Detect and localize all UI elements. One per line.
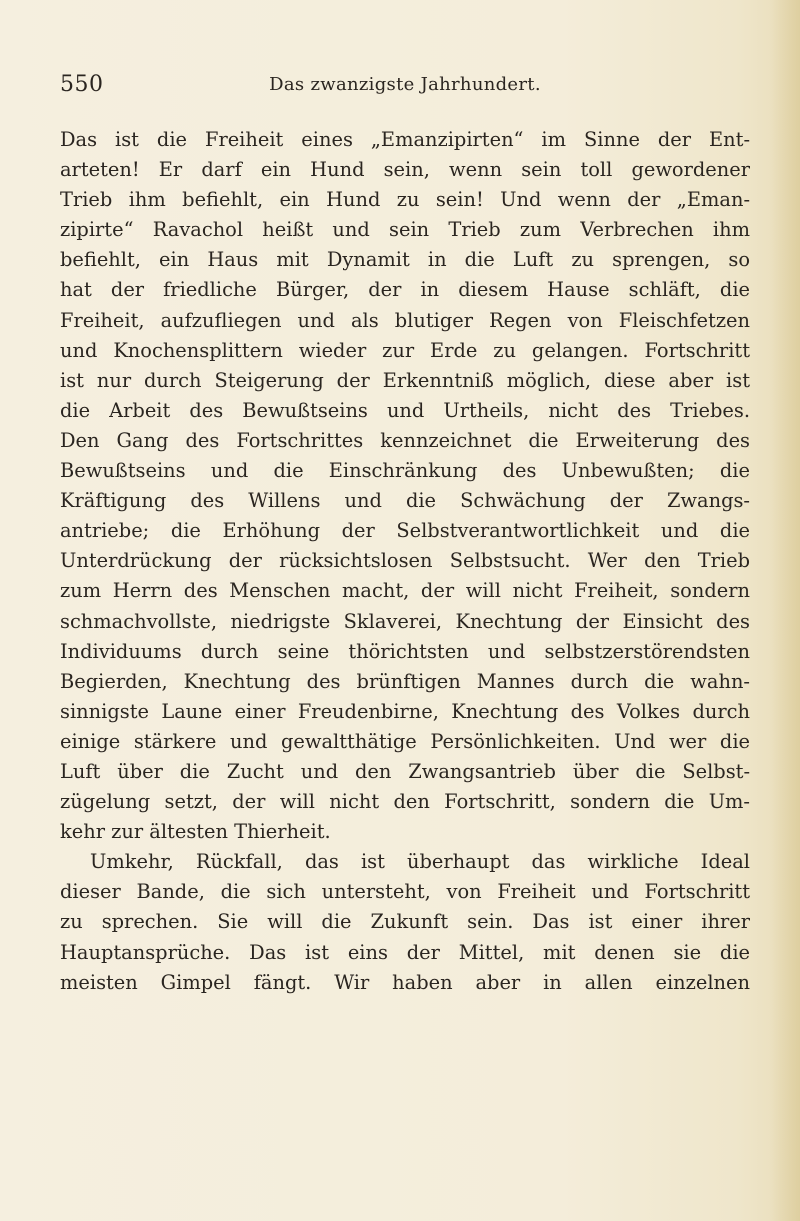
text-line: ist nur durch Steigerung der Erkenntniß möglich, diese aber ist bbox=[60, 368, 750, 392]
text-line: dieser Bande, die sich untersteht, von Freiheit und Fortschritt bbox=[60, 880, 750, 904]
body-text bbox=[60, 125, 750, 998]
text-line: meisten Gimpel fängt. Wir haben aber in allen einzelnen bbox=[60, 970, 750, 994]
text-line: zügelung setzt, der will nicht den Fortschritt, sondern die Um- bbox=[60, 790, 750, 814]
text-line: hat der friedliche Bürger, der in diesem Hause schläft, die bbox=[60, 278, 750, 302]
text-line: Begierden, Knechtung des brünftigen Mannes durch die wahn- bbox=[60, 669, 750, 693]
text-line: sinnigste Laune einer Freudenbirne, Knechtung des Volkes durch bbox=[60, 699, 750, 723]
text-line: die Arbeit des Bewußtseins und Urtheils, nicht des Triebes. bbox=[60, 398, 750, 422]
text-line: schmachvollste, niedrigste Sklaverei, Knechtung der Einsicht des bbox=[60, 609, 750, 633]
text-line: zu sprechen. Sie will die Zukunft sein. Das ist einer ihrer bbox=[60, 910, 750, 934]
text-line: Bewußtseins und die Einschränkung des Unbewußten; die bbox=[60, 459, 750, 483]
text-line: Den Gang des Fortschrittes kennzeichnet die Erweiterung des bbox=[60, 428, 750, 452]
text-line: Kräftigung des Willens und die Schwächung der Zwangs- bbox=[60, 489, 750, 513]
text-line: und Knochensplittern wieder zur Erde zu gelangen. Fortschritt bbox=[60, 338, 750, 362]
text-line: kehr zur ältesten Thierheit. bbox=[60, 820, 331, 844]
page-number: 550 bbox=[60, 72, 104, 97]
text-line: Hauptansprüche. Das ist eins der Mittel, mit denen sie die bbox=[60, 940, 750, 964]
text-line: Luft über die Zucht und den Zwangsantrieb über die Selbst- bbox=[60, 759, 750, 783]
text-line: Umkehr, Rückfall, das ist überhaupt das wirkliche Ideal bbox=[90, 850, 750, 874]
text-line: Das ist die Freiheit eines „Emanzipirten“ im Sinne der Ent- bbox=[60, 128, 750, 151]
text-line: arteten! Er darf ein Hund sein, wenn sein toll gewordener bbox=[60, 158, 750, 182]
text-line: zipirte“ Ravachol heißt und sein Trieb zum Verbrechen ihm bbox=[60, 218, 750, 242]
running-head: Das zwanzigste Jahrhundert. bbox=[269, 74, 541, 95]
text-line: Unterdrückung der rücksichtslosen Selbstsucht. Wer den Trieb bbox=[60, 549, 750, 573]
text-line: Freiheit, aufzufliegen und als blutiger Regen von Fleischfetzen bbox=[60, 308, 750, 332]
text-line: zum Herrn des Menschen macht, der will nicht Freiheit, sondern bbox=[60, 579, 750, 603]
text-line: befiehlt, ein Haus mit Dynamit in die Luft zu sprengen, so bbox=[60, 248, 750, 272]
text-line: antriebe; die Erhöhung der Selbstverantwortlichkeit und die bbox=[60, 519, 750, 543]
text-line: Individuums durch seine thörichtsten und selbstzerstörendsten bbox=[60, 639, 750, 663]
text-line: Trieb ihm befiehlt, ein Hund zu sein! Und wenn der „Eman- bbox=[60, 188, 750, 212]
text-line: einige stärkere und gewaltthätige Persönlichkeiten. Und wer die bbox=[60, 729, 750, 753]
page-edge-stain bbox=[770, 0, 800, 1221]
page-header bbox=[60, 72, 750, 102]
